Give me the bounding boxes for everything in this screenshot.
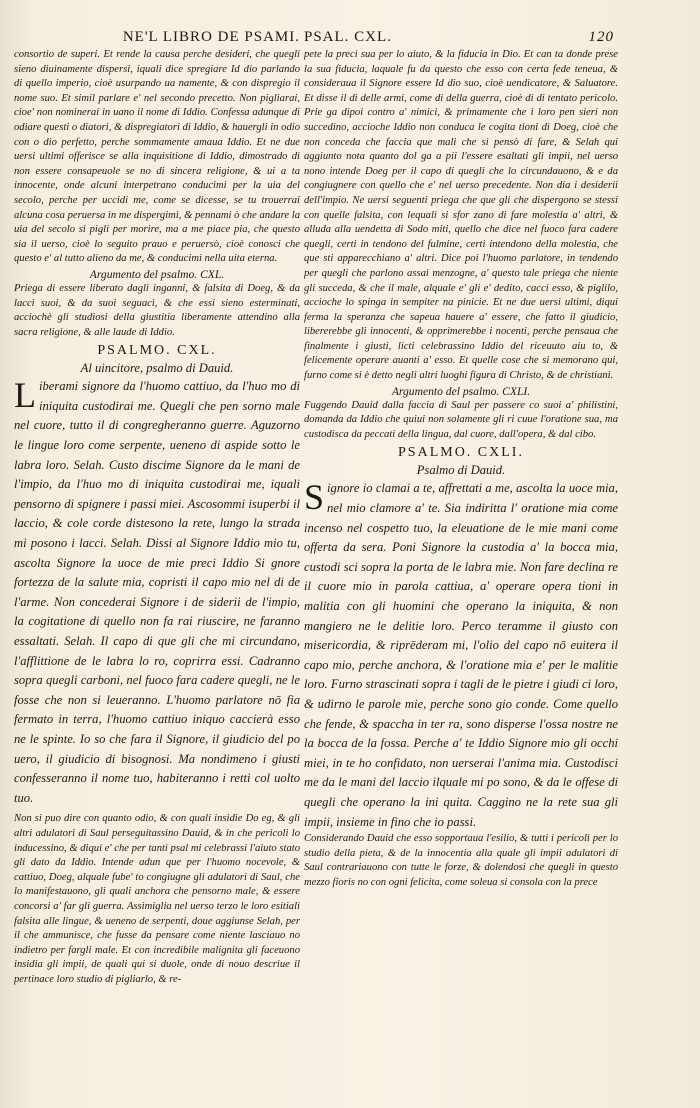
running-head-right <box>304 26 618 48</box>
commentary-cxl-cont: pete la preci sua per lo aiuto, & la fiducia in Dio. Et can ta donde prese la sua fiducia, laquale fu da questo che esso con certa fede teneua, & consideraua il Signore essere Id dio suo, cioè uendicatore, & Saluatore. Et disse il di delle armi, come di della guerra, cioè di di tentato pericolo. Prie ga dipoi contro a' nimici, & primamente che i loro pen sieri non succedino, accioche Iddio non conduca le cogita tioni di Doeg, cioè che non conceda che faccia que mali che si pensò di fare, & Selah qui aggiunto nota quanto dol ga a pii l'essere esaltati gli impii, nel uerso nono intende Doeg per il capo di quegli che lo circundauono, & e da congiugnere con quello che e' nel uerso precedente. Non dia i desiderii dell'impio. Ne uersi seguenti priega che que gli che dispergono se stessi con quelle falsita, con lequali si sfor zano di fare molestia a' altri, & alluda alla uendetta di Sodo miti, quello che dice nel fuoco fara cadere quegli, certi in tendono del fulmine, certi intendono della molestia, che que sti apparecchiano a' altri. Dice poi l'huomo parlatore, in tendendo per quegli che parlono assai menzogne, a' questo tale priega che niente gli succeda, & che il male, alquale e' gli e' dedito, cacci esso, & piglilo, accioche lo spinga in sempiter na pinicie. Et ne due uersi ultimi, diqui ferma la speranza che sapeua hauere a' essere, che fatto il giudicio, libererebbe gli innocenti, & opprimerebbe i nocenti, perche pensaua che finalmente i giusti, licti celebrassino Iddio del riceuuto aiu to, & felicemente operare auanti a' esso. Et quelle cose che si memorano qui, furno come si è detto negli altri luoghi figura di Christo, & de christiani. <box>304 49 618 382</box>
dropcap-s: S <box>304 477 325 518</box>
running-head-psalm: PSAL. CXL. <box>304 29 392 45</box>
psalm-text-cxli <box>304 479 618 832</box>
psalm-subtitle-cxli: Psalmo di Dauid. <box>416 463 506 478</box>
page-number: 120 <box>588 29 614 45</box>
psalm-text-cxli-body: ignore io clamai a te, affrettati a me, ascolta la uoce mia, nel mio clamore a' te. Sia indiritta l' oratione mia come incenso nel cospetto tuo, la eleuatione de le mie mani come offerta da sera. Poni Signore la custodia a' la bocca mia, custodi sci sopra la porta de le labra mie. Non fare declina re il cuore mio in parola cattiua, a' operare opera tioni in malitia con gli huomini che operano la iniquita, & non mangiero ne le delitie loro. Perco teramme il giusto con misericordia, & riprēderam mi, l'olio del capo nō euitera il capo mio, perche anchora, & l'oratione mia e' per le malitie loro. Furno strascinati sopra i tagli de le pietre i giudi ci loro, & udirno le parole mie, perche sono gio conde. Come quello che fende, & spaccha in ter ra, sono disperse l'ossa nostre ne la bocca de la fossa. Perche a' te Iddio Signore mio gli occhi miei, in te ho confidato, non uerserai l'anima mia. Custodisci me da le mani del laccio ilquale mi po sono, & da le offese di quegli che operano la ini quita. Caggino ne la rete sua gli impii, insieme in fino che io passi. <box>304 481 618 829</box>
argument-text-cxl: Priega di essere liberato dagli inganni, & falsita di Doeg, & da lacci suoi, & da suoi seguaci, & che essi sieno esterminati, acciochè gli studiosi della giustitia liberamente attendino alla sacra religione, & alle laude di Iddio. <box>14 282 300 338</box>
psalm-heading-cxli: PSALMO. CXLI. <box>398 445 524 461</box>
running-head-left: NE'L LIBRO DE PSAMI. <box>122 29 300 45</box>
argument-title-cxl: Argumento del psalmo. CXL. <box>89 267 225 281</box>
psalm-subtitle-cxl: Al uincitore, psalmo di Dauid. <box>80 361 234 376</box>
argument-title-cxli: Argumento del psalmo. CXLI. <box>391 384 531 398</box>
psalm-text-cxl-body: iberami signore da l'huomo cattiuo, da l'huo mo di iniquita custodirai me. Quegli che pen sorno male nel cuore, tutto il di congregheranno guerre. Aguzorno le lingue loro come serpente, ueneno di aspide sotto le labra loro. Selah. Custo discime Signore da le mani de l'impio, da l'huo mo di iniquita custodirai me, iquali pensorno di spignere i passi miei. Ascosommi isuperbi il laccio, & cole corde distesono la rete, lungo la strada mi posono i lacci. Selah. Dissi al Signore Iddio mio tu, ascolta Signore la uoce de mie preci Iddio Si gnore fortezza de la salute mia, copristi il capo mio nel di de l'arme. Non concederai Signore i de siderii de l'impio, la cogitatione di quello non fa rai riuscire, ne faranno essaltati. Selah. Il capo di que gli che mi circundano, l'afflittione de le labra lo ro, coprirra essi. Cadranno sopra quegli carboni, nel fuoco fara cadere quegli, ne le fosse che non si leueranno. L'huomo parlatore nō fia fermato in terra, l'huomo cattiuo iniquo caccierà esso ne le spinte. Io so che fara il Signore, il giudicio del po uero, il giudicio di bisognosi. Ma nondimeno i giusti confesseranno il nome tuo, habiteranno i retti col uolto tuo. <box>14 379 300 805</box>
psalm-text-cxl <box>14 377 300 808</box>
commentary-psalm-139-end: consortio de superi. Et rende la causa perche desideri, che quegli sieno diuinamente dispersi, iquali dice spregiare Id dio parlando di quello imperio, cioè usurpando ua namente, & con dispregio il nome suo. Et simil parlare e' nel secondo precetto. Non pigliarai, cioe' non nominerai in uano il nome di Iddio. Confessa adunque di odiare questi o diatori, & dispregiatori di Iddio, & hauergli in odio con o dio perfetto, perche sommamente amaua Iddio. Et ne due uersi ultimi offerisce se alla inquisitione di Iddio, dimostrado di non essere consapeuole se no di sincera religione, & ui a ta innocente, onde alcuni interpetrano conducimi per la uia del secolo, perche per uccidi me, come se dicesse, se tu trouerrai alcuna cosa peruersa in me dispergimi, & pennami ò che andare la uia del secolo si pigli per morire, ma a me piace pia, che questo sia il uerso, cioè lo seguito prauo e peruersò, cioè conosci che questo e' al tutto alieno da me, & conducimi nella uita eterna. <box>14 49 300 265</box>
psalm-heading-cxl: PSALMO. CXL. <box>97 343 217 359</box>
left-column <box>14 26 300 987</box>
commentary-cxl: Non si puo dire con quanto odio, & con quali insidie Do eg, & gli altri adulatori di Saul perseguitassino Dauid, & in che pericoli lo inducessino, & diqui e' che per tanti psal mi celebrassi l'aiuto stato gli dato da Iddio. Intende adun que per l'huomo nocevole, & cattiuo, Doeg, alquale fube' to congiugne gli adulatori di Saul, che lo manifestauono, gli quali anchora che pensorno male, & essere concorsi a' far gli guerra. Assimiglia nel uerso terzo le loro esitiali falsita alle lingue, & ueneno de serpenti, doue aggiunse Selah, per il che ammunisce, che fusse da pensare come niente lasciauo no indietro per fargli male. Et con incredibile malignita gli faceuono insidia gli impii, de quali qui si duole, onde di nouo descriue il pertinace loro studio di pigliarlo, & re- <box>14 813 300 985</box>
dropcap-l: L <box>14 375 36 416</box>
argument-text-cxli: Fuggendo Dauid dalla faccia di Saul per passere co suoi a' philistini, domanda da Iddio che quiui non solamente gli ri cuue l'oratione sua, ma custodisca da peccati della lingua, dal cuore, dall'opera, & dal cibo. <box>304 399 618 440</box>
commentary-cxli: Considerando Dauid che esso sopportaua l'esilio, & tutti i pericoli per lo studio della pieta, & de la innocentia alla quale gli impii adulatori di Saul contrariauono con tutte le forze, & dolendosi che quegli in questo mezzo fioris no con ogni felicita, come soleua si consola con la prece <box>304 833 618 888</box>
right-column <box>304 26 618 891</box>
